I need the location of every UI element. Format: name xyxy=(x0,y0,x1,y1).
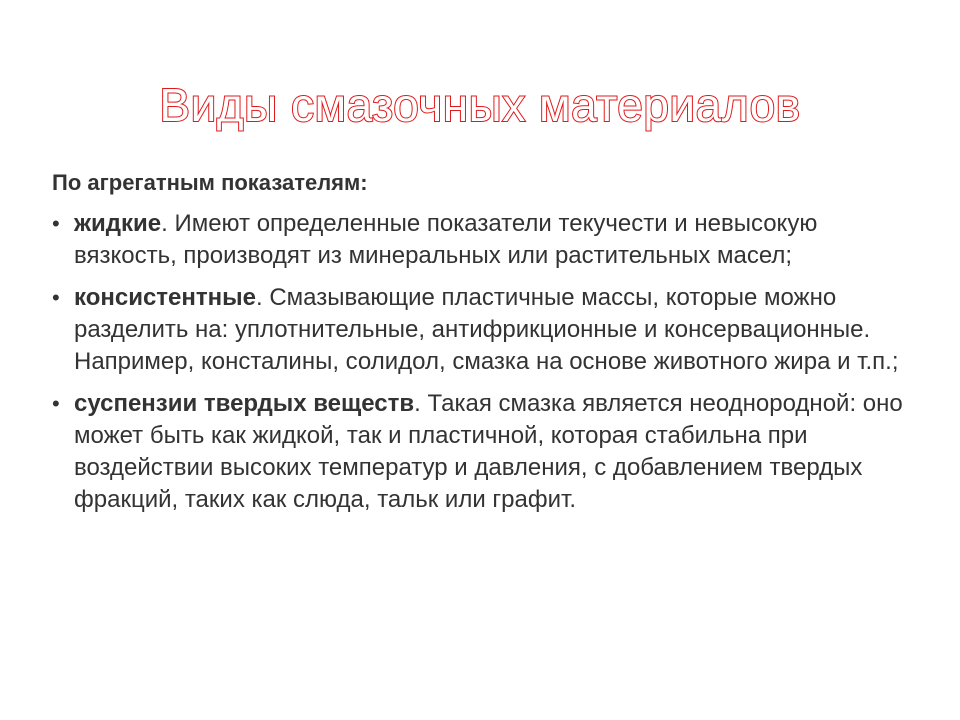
bullet-term: суспензии твердых веществ xyxy=(74,390,415,417)
slide-content xyxy=(52,168,922,526)
bullet-icon: • xyxy=(52,211,60,236)
bullet-text: . Такая смазка является неоднородной: оно может быть как жидкой, так и пластичной, которая стабильна при воздействии высоких температур и давления, с добавлением твердых фракций, таких как слюда, тальк или графит. xyxy=(74,390,903,513)
bullet-icon: • xyxy=(52,391,60,416)
bullet-text: . Имеют определенные показатели текучести и невысокую вязкость, производят из минеральных или растительных масел; xyxy=(74,210,818,269)
bullet-icon: • xyxy=(52,285,60,310)
slide-title: Виды смазочных материалов xyxy=(159,79,801,131)
bullet-term: консистентные xyxy=(74,284,256,311)
intro-heading: По агрегатным показателям: xyxy=(52,170,368,195)
bullet-item-suspensions xyxy=(52,388,922,516)
bullet-text: . Смазывающие пластичные массы, которые можно разделить на: уплотнительные, антифрикционные и консервационные. Например, консталины, солидол, смазка на основе животного жира и т.п.; xyxy=(74,284,899,375)
bullet-term: жидкие xyxy=(74,210,162,237)
bullet-item-consistent xyxy=(52,282,922,378)
bullet-item-liquid xyxy=(52,208,922,272)
